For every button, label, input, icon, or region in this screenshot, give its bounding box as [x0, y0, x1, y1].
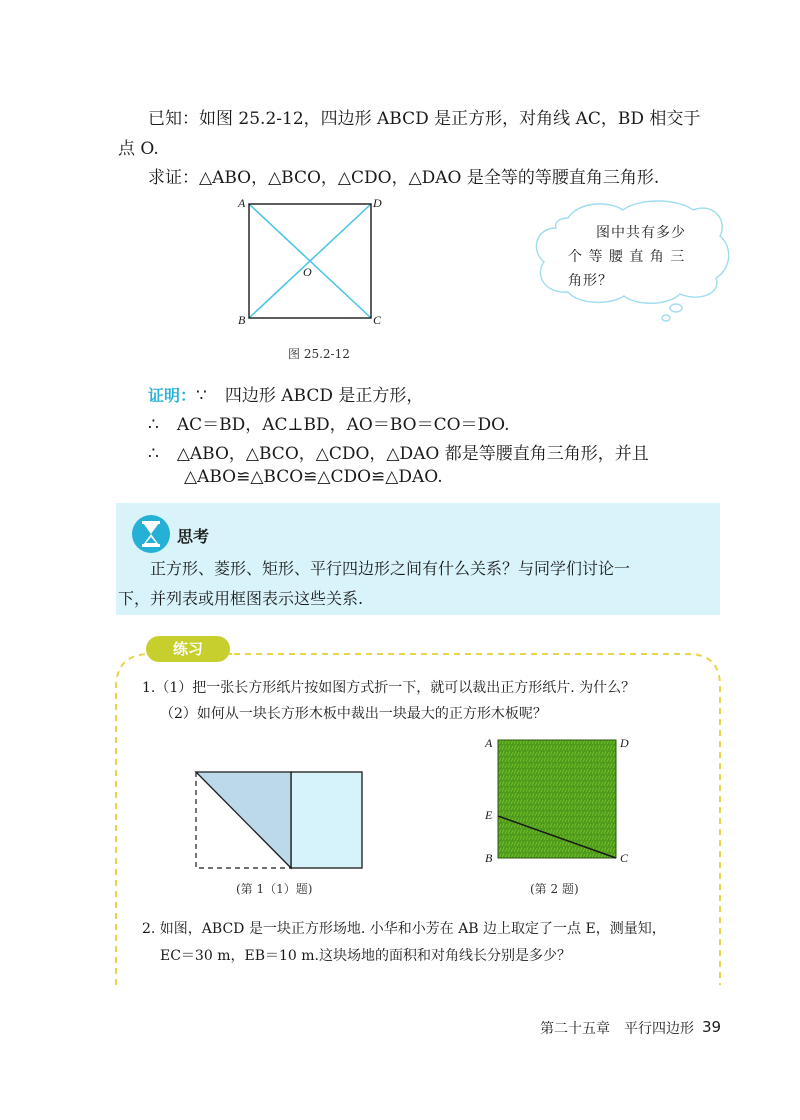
cloud-line-3: 角形？ [568, 273, 613, 289]
therefore-symbol-2: ∴ [148, 444, 159, 464]
folded-paper-diagram [190, 768, 370, 872]
label-c: C [373, 313, 382, 327]
page-number: 39 [702, 1018, 722, 1036]
hourglass-icon [131, 514, 171, 554]
field-label-e: E [485, 808, 493, 822]
label-o: O [303, 265, 312, 279]
proof-label: 证明： [148, 386, 197, 405]
square-field-diagram [496, 738, 620, 860]
given-line-1: 已知：如图 25.2-12，四边形 ABCD 是正方形，对角线 AC，BD 相交于 [148, 109, 701, 129]
figure-2-caption: (第 2 题) [530, 882, 579, 896]
therefore-symbol-1: ∴ [148, 415, 159, 435]
folded-triangle [196, 772, 291, 868]
given-line-2: 点 O. [118, 139, 159, 159]
label-d: D [373, 196, 382, 210]
proof-line-3 [148, 439, 649, 464]
proof-text-3: △ABO，△BCO，△CDO，△DAO 都是等腰直角三角形，并且 [176, 444, 649, 464]
field-label-d: D [620, 736, 629, 750]
think-title: 思考 [177, 527, 210, 546]
cloud-bubble-1 [670, 304, 682, 312]
cloud-line-1: 图中共有多少 [596, 225, 686, 241]
because-symbol: ∵ [196, 386, 207, 406]
think-line-1: 正方形、菱形、矩形、平行四边形之间有什么关系？与同学们讨论一 [150, 559, 631, 578]
field-square [498, 740, 616, 858]
think-line-2: 下，并列表或用框图表示这些关系. [118, 589, 364, 608]
proof-line-4: △ABO≌△BCO≌△CDO≌△DAO. [184, 467, 443, 487]
proof-text-2: AC＝BD，AC⊥BD，AO＝BO＝CO＝DO. [176, 415, 510, 435]
prove-statement: 求证：△ABO，△BCO，△CDO，△DAO 是全等的等腰直角三角形. [148, 168, 660, 188]
proof-line-1 [148, 381, 423, 406]
field-label-b: B [485, 851, 493, 865]
cloud-bubble-2 [662, 315, 670, 321]
proof-text-1: 四边形 ABCD 是正方形， [224, 386, 424, 406]
square-diagram [234, 194, 384, 328]
question-1-part-1: 1.（1）把一张长方形纸片按如图方式折一下，就可以裁出正方形纸片. 为什么？ [142, 680, 636, 696]
cloud-line-2: 个 等 腰 直 角 三 [568, 249, 686, 265]
question-2-part-2: EC＝30 m，EB＝10 m.这块场地的面积和对角线长分别是多少？ [160, 948, 571, 964]
label-b: B [238, 313, 246, 327]
exercise-tab: 练习 [146, 636, 230, 662]
label-a: A [238, 196, 246, 210]
figure-caption: 图 25.2-12 [288, 347, 350, 361]
remaining-strip [291, 772, 362, 868]
proof-line-2 [148, 410, 510, 435]
question-2-part-1: 2. 如图，ABCD 是一块正方形场地. 小华和小芳在 AB 边上取定了一点 E，测量知， [142, 921, 666, 937]
question-1-part-2: （2）如何从一块长方形木板中裁出一块最大的正方形木板呢？ [160, 706, 547, 722]
field-label-a: A [485, 736, 493, 750]
chapter-title: 第二十五章 平行四边形 [540, 1021, 694, 1037]
field-label-c: C [620, 851, 629, 865]
figure-1-caption: (第 1（1）题) [236, 882, 313, 896]
